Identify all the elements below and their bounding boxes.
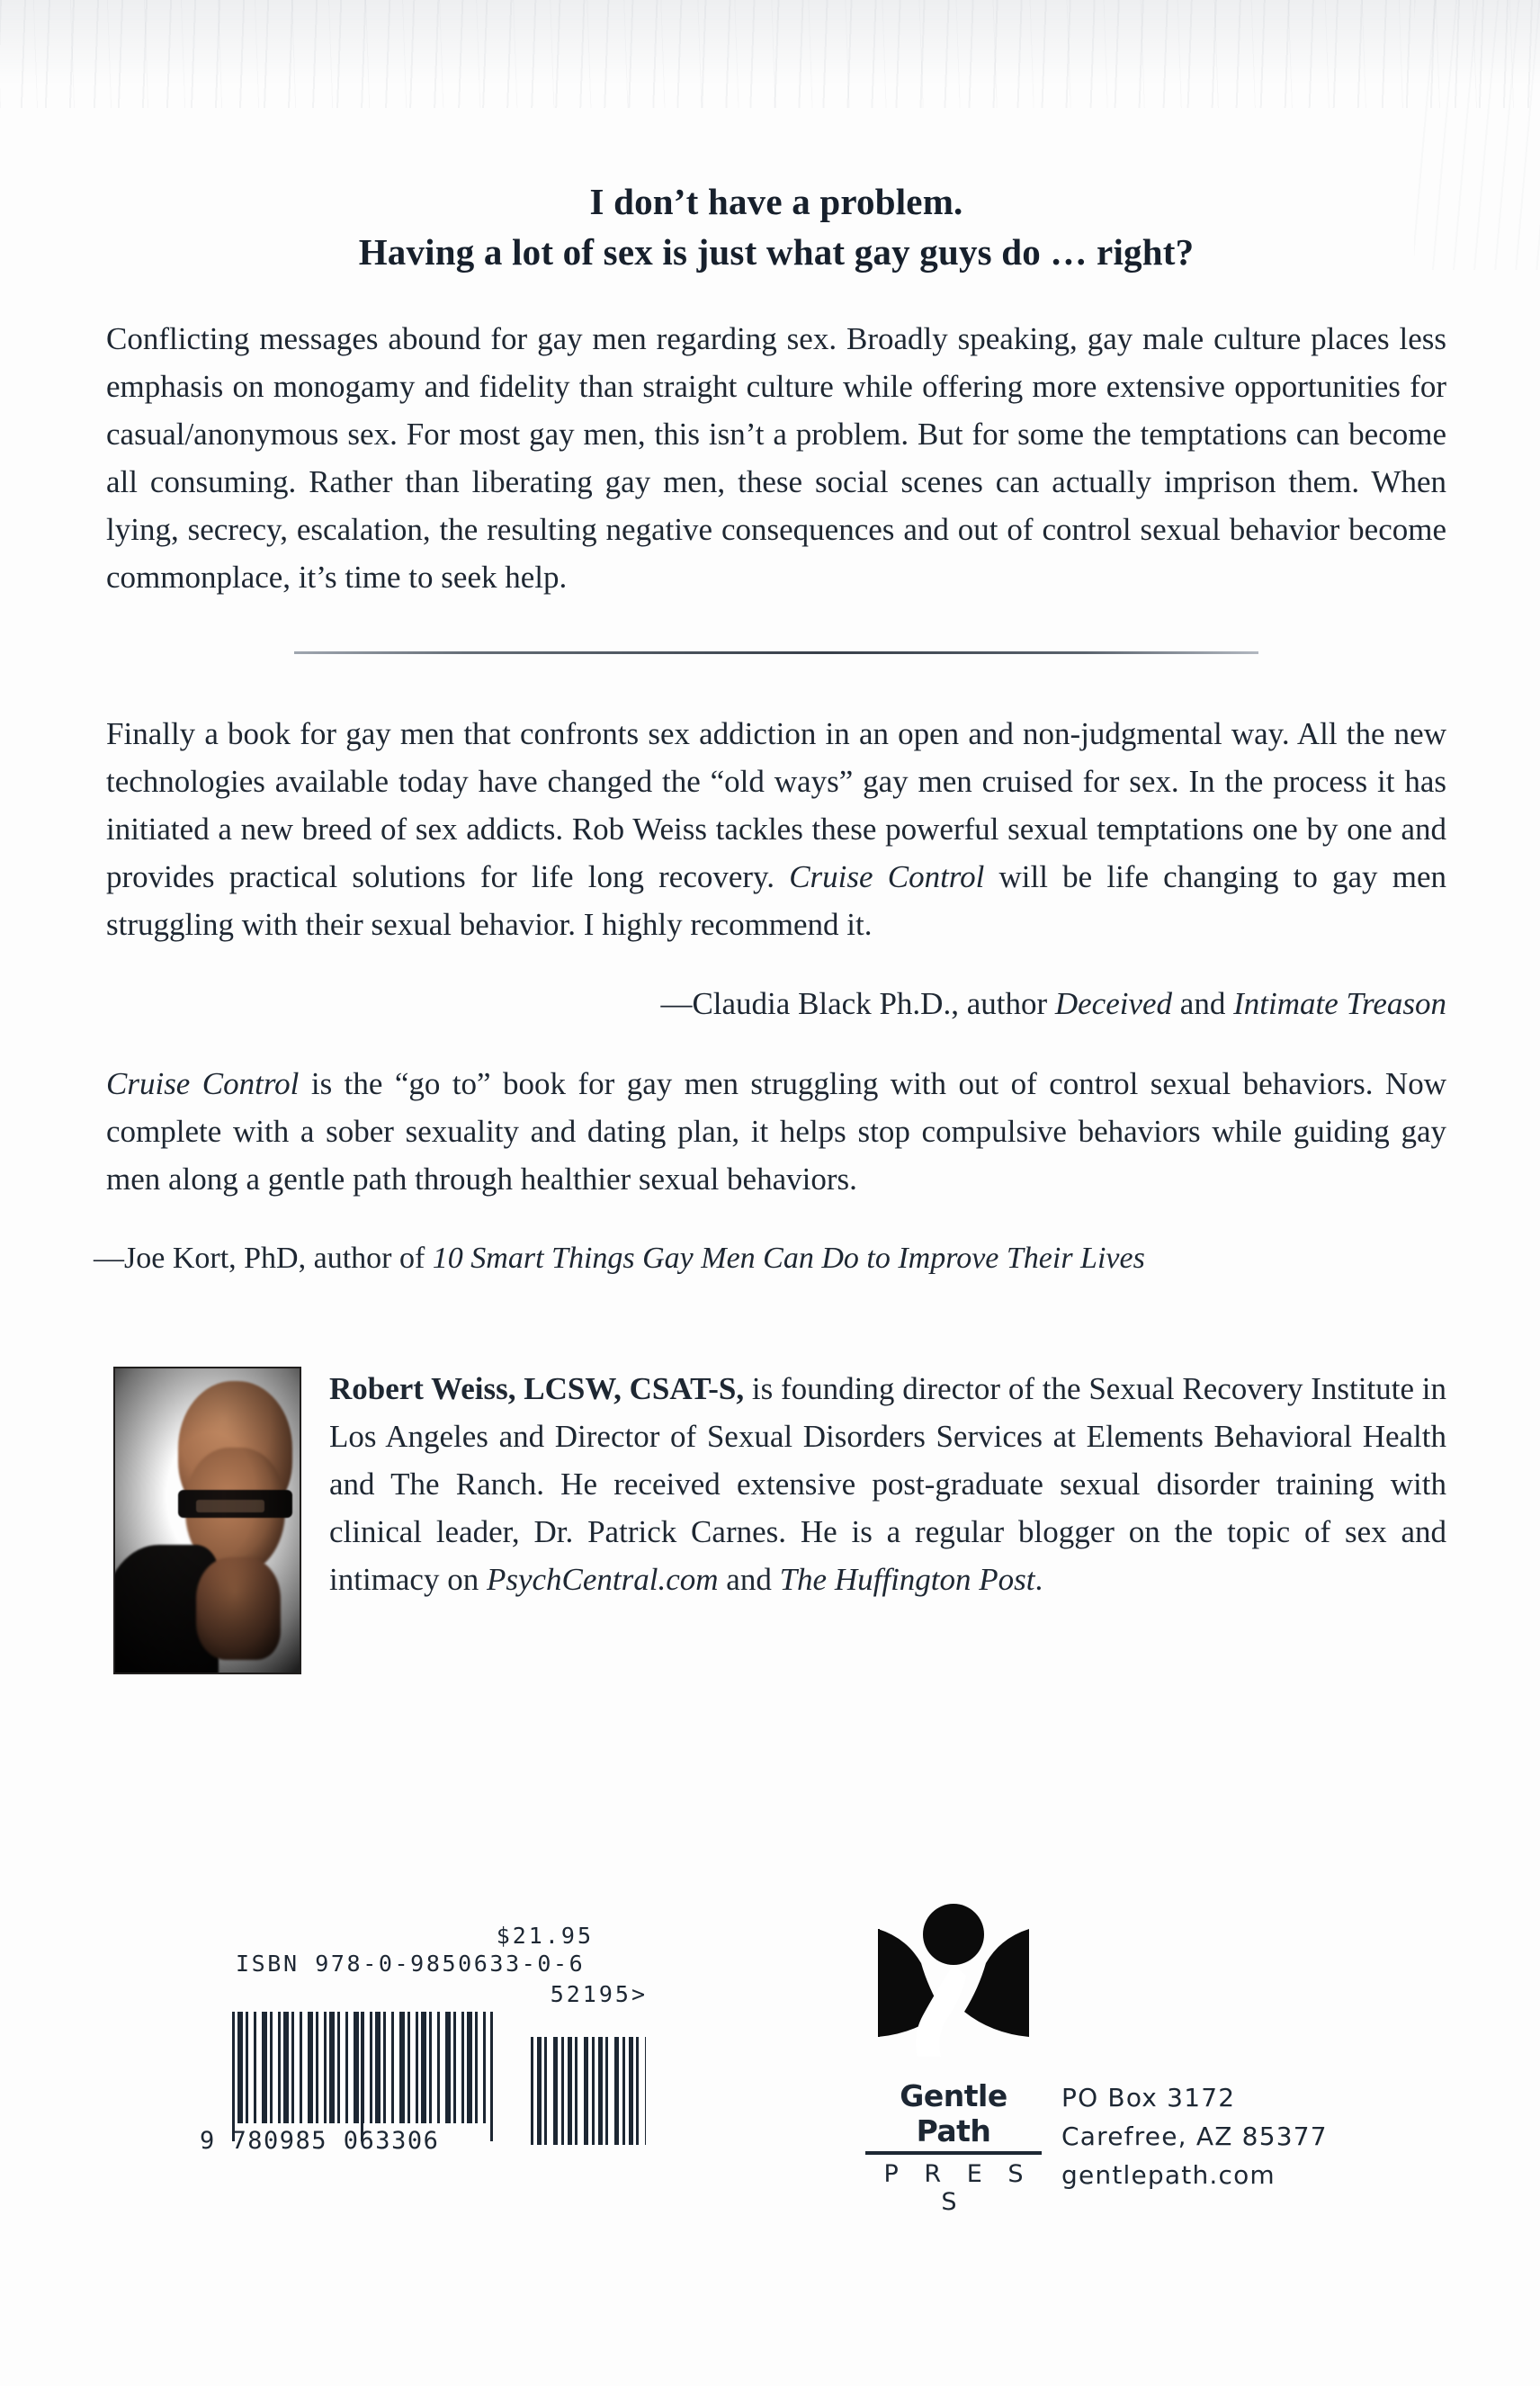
isbn-number: ISBN 978-0-9850633-0-6	[236, 1951, 586, 1977]
cover-content	[94, 0, 1447, 1642]
blurb-1-work-deceived: Deceived	[1054, 986, 1173, 1021]
publisher-press-label: P R E S S	[883, 2160, 1033, 2216]
barcode-addon-code: 52195>	[550, 1981, 648, 2007]
blurb-2-attribution-prefix: —Joe Kort, PhD, author of	[94, 1242, 433, 1275]
intro-paragraph: Conflicting messages abound for gay men regarding sex. Broadly speaking, gay male culture places less emphasis on monogamy and fidelity than straight culture while offering more extensive opportunities for casual/anonymous sex. For most gay men, this isn’t a problem. But for some the temptations can become all consuming. Rather than liberating gay men, these social scenes can actually imprison them. When lying, secrecy, escalation, the resulting negative consequences and out of control sexual behavior become commonplace, it’s time to seek help.	[106, 321, 1446, 595]
author-bio-part-1: is founding director of the Sexual Recovery Institute in Los Angeles and Director of Sexual Disorders Services at Elements Behavioral Health and The Ranch. He received extensive post-graduate sexual disorder training with clinical leader, Dr. Patrick Carnes. He is a regular blogger on the topic of sex and intimacy on	[329, 1371, 1447, 1597]
blurb-2-work-10-smart-things: 10 Smart Things Gay Men Can Do to Improve Their Lives	[432, 1242, 1145, 1275]
address-line-2: Carefree, AZ 85377	[1061, 2121, 1328, 2151]
blurb-1-attribution-joiner: and	[1172, 986, 1234, 1021]
barcode-guard-center	[361, 2012, 363, 2141]
blurb-1-text-before-title: Finally a book for gay men that confronts sex addiction in an open and non-judgmental way. All the new technologies available today have changed the “old ways” gay men cruised for sex. In the process it has initiated a new breed of sex addicts. Rob Weiss tackles these powerful sexual temptations one by one and provides practical solutions for life long recovery.	[106, 716, 1446, 894]
barcode-guard-right	[490, 2012, 493, 2141]
author-bio-text	[329, 1325, 1446, 1603]
gentle-path-logo-icon	[865, 1898, 1042, 2075]
blurb-claudia-black	[106, 710, 1446, 948]
blurb-1-attribution	[106, 980, 1446, 1027]
blurb-2-attribution	[94, 1234, 1446, 1282]
retail-price: $21.95	[496, 1923, 594, 1949]
address-line-1: PO Box 3172	[1061, 2083, 1236, 2112]
author-bio-publication-name: The Huffington Post	[779, 1562, 1035, 1597]
isbn-barcode-area	[200, 1923, 655, 2155]
blurb-1-attribution-prefix: —Claudia Black Ph.D., author	[660, 986, 1055, 1021]
page-title	[106, 176, 1446, 277]
barcode-graphics	[200, 2012, 655, 2155]
publisher-address	[1061, 2078, 1328, 2216]
blurb-1-book-title: Cruise Control	[789, 859, 985, 894]
author-name-credentials: Robert Weiss, LCSW, CSAT-S,	[329, 1371, 745, 1406]
portrait-vignette	[115, 1368, 300, 1673]
author-bio-part-2: and	[718, 1562, 780, 1597]
barcode-guard-left	[232, 2012, 235, 2141]
headline-line-2: Having a lot of sex is just what gay guys do … right?	[358, 231, 1195, 273]
blurb-1-text-after-title: will be life changing to gay men struggling with their sexual behavior. I highly recommend it.	[106, 859, 1446, 942]
author-bio-part-3: .	[1034, 1562, 1043, 1597]
blurb-joe-kort	[106, 1060, 1446, 1203]
author-bio-site-name: PsychCentral.com	[486, 1562, 719, 1597]
blurb-1-work-intimate-treason: Intimate Treason	[1233, 986, 1446, 1021]
author-bio-block	[106, 1325, 1446, 1642]
publisher-website[interactable]: gentlepath.com	[1061, 2160, 1276, 2190]
ean5-addon-barcode	[531, 2037, 646, 2145]
blurb-2-book-title: Cruise Control	[106, 1066, 300, 1101]
headline-line-1: I don’t have a problem.	[589, 181, 963, 222]
section-divider	[294, 651, 1258, 654]
publisher-block	[865, 1898, 1423, 2216]
cover-footer	[0, 1898, 1540, 2285]
publisher-name: Gentle Path	[865, 2078, 1042, 2155]
blurb-2-text-after-title: is the “go to” book for gay men struggling with out of control sexual behaviors. Now complete with a sober sexuality and dating plan, it helps stop compulsive behaviors while guiding gay men along a gentle path through healthier sexual behaviors.	[106, 1066, 1446, 1197]
ean13-digits: 9 780985 063306	[200, 2127, 440, 2155]
author-portrait-photo	[113, 1367, 301, 1674]
publisher-logo-column	[865, 1898, 1042, 2216]
